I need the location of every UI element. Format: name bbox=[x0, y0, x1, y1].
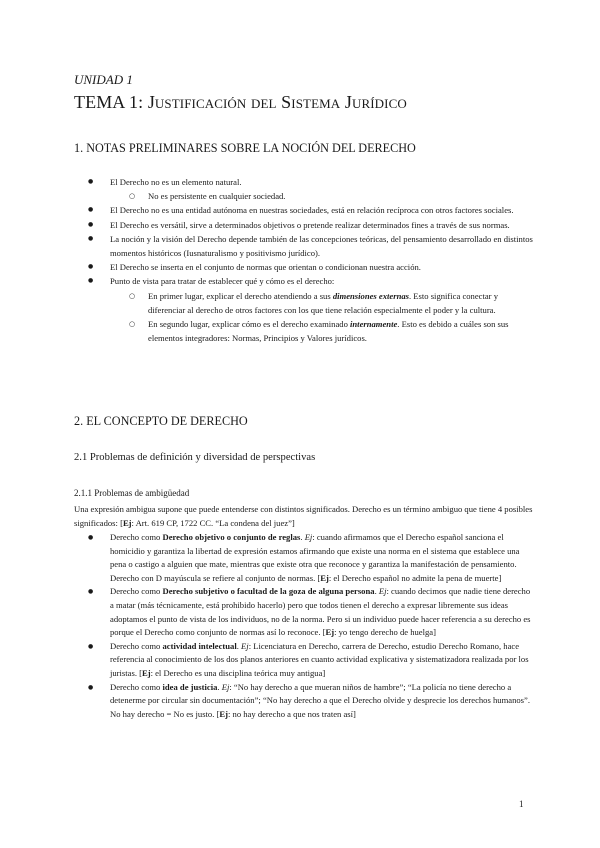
intro-paragraph: Una expresión ambigua supone que puede entenderse con distintos significados. Derecho es un término ambiguo que tiene 4 posibles significados: [Ej: Art. 619 CP, 1722 CC. “La condena del juez”] bbox=[74, 504, 533, 528]
list-item: ● Derecho como idea de justicia. Ej: “No hay derecho a que mueran niños de hambre”; “La policía no tiene derecho a detenerme por circular sin documentación”; “No hay derecho a que el Derecho olvide y desprecie los derechos humanos”. No hay derecho = No es justo. [Ej: no hay derecho a que nos traten así] bbox=[74, 681, 536, 722]
tema-title: Justificación del Sistema Jurídico bbox=[147, 92, 407, 112]
list-item: ● La noción y la visión del Derecho depende también de las concepciones teóricas, del pensamiento desarrollado en distintos momentos históricos (Iusnaturalismo y positivismo jurídico). bbox=[74, 232, 536, 260]
list-item: ● Derecho como Derecho objetivo o conjunto de reglas. Ej: cuando afirmamos que el Derecho español sanciona el homicidio y garantiza la libertad de expresión estamos afirmando que existe una norma en el sistema que establece una pena o castigo a alguien que mate, mientras que existe otra que reconoce y garantiza la manifestación de pensamiento. Derecho con D mayúscula se refiere al conjunto de normas. [Ej: el Derecho español no admite la pena de muerte] bbox=[74, 531, 536, 585]
section-1-list bbox=[74, 175, 536, 345]
meanings-list bbox=[74, 531, 536, 721]
sub-list bbox=[110, 189, 536, 203]
unit-label: UNIDAD 1 bbox=[74, 72, 133, 87]
page-number: 1 bbox=[519, 799, 524, 809]
list-item: ● Punto de vista para tratar de establecer qué y cómo es el derecho: ○ En primer lugar, explicar el derecho atendiendo a sus dimensiones externas. Esto significa conectar y diferenciar al derecho de otros factores con los que tiene relación especialmente el poder y la cultura. ○ En segundo lugar, explicar cómo es el derecho examinado internamente. Esto es debido a cuáles son sus elementos integradores: Normas, Principios y Valores jurídicos. bbox=[74, 274, 536, 345]
subsection-2-1-1-heading: 2.1.1 Problemas de ambigüedad bbox=[74, 488, 190, 498]
list-item: ● Derecho como actividad intelectual. Ej: Licenciatura en Derecho, carrera de Derecho, estudio Derecho Romano, hace referencia al conocimiento de los dos planos anteriores en cuanto actividad explicativa y sistematizadora realizada por los juristas. [Ej: el Derecho es una disciplina teórica muy antigua] bbox=[74, 640, 536, 681]
list-item: ● Derecho como Derecho subjetivo o facultad de la goza de alguna persona. Ej: cuando decimos que nadie tiene derecho a matar (más técnicamente, está prohibido hacerlo) pero que todos tienen el derecho a expresar libremente sus ideas adoptamos el punto de vista de los individuos, no de la norma. Pero si un individuo puede hacer referencia a su derecho es porque el Derecho como conjunto de normas así lo reconoce. [Ej: yo tengo derecho de huelga] bbox=[74, 585, 536, 639]
sub-list-item: ○ No es persistente en cualquier sociedad. bbox=[110, 189, 536, 203]
list-item: ● El Derecho es versátil, sirve a determinados objetivos o pretende realizar determinados fines a través de sus normas. bbox=[74, 218, 536, 232]
page-title bbox=[74, 92, 407, 113]
list-item: ● El Derecho no es una entidad autónoma en nuestras sociedades, está en relación recíproca con otros factores sociales. bbox=[74, 203, 536, 217]
sub-list bbox=[110, 289, 536, 346]
list-item: ● El Derecho se inserta en el conjunto de normas que orientan o condicionan nuestra acción. bbox=[74, 260, 536, 274]
section-2-heading: 2. EL CONCEPTO DE DERECHO bbox=[74, 414, 248, 428]
subsection-2-1-heading: 2.1 Problemas de definición y diversidad de perspectivas bbox=[74, 452, 316, 463]
tema-prefix: TEMA 1: bbox=[74, 92, 144, 112]
sub-list-item: ○ En primer lugar, explicar el derecho atendiendo a sus dimensiones externas. Esto significa conectar y diferenciar al derecho de otros factores con los que tiene relación especialmente el poder y la cultura. bbox=[110, 289, 536, 317]
list-item: ● El Derecho no es un elemento natural. ○ No es persistente en cualquier sociedad. bbox=[74, 175, 536, 203]
section-1-heading: 1. NOTAS PRELIMINARES SOBRE LA NOCIÓN DEL DERECHO bbox=[74, 141, 416, 155]
sub-list-item: ○ En segundo lugar, explicar cómo es el derecho examinado internamente. Esto es debido a cuáles son sus elementos integradores: Normas, Principios y Valores jurídicos. bbox=[110, 317, 536, 345]
